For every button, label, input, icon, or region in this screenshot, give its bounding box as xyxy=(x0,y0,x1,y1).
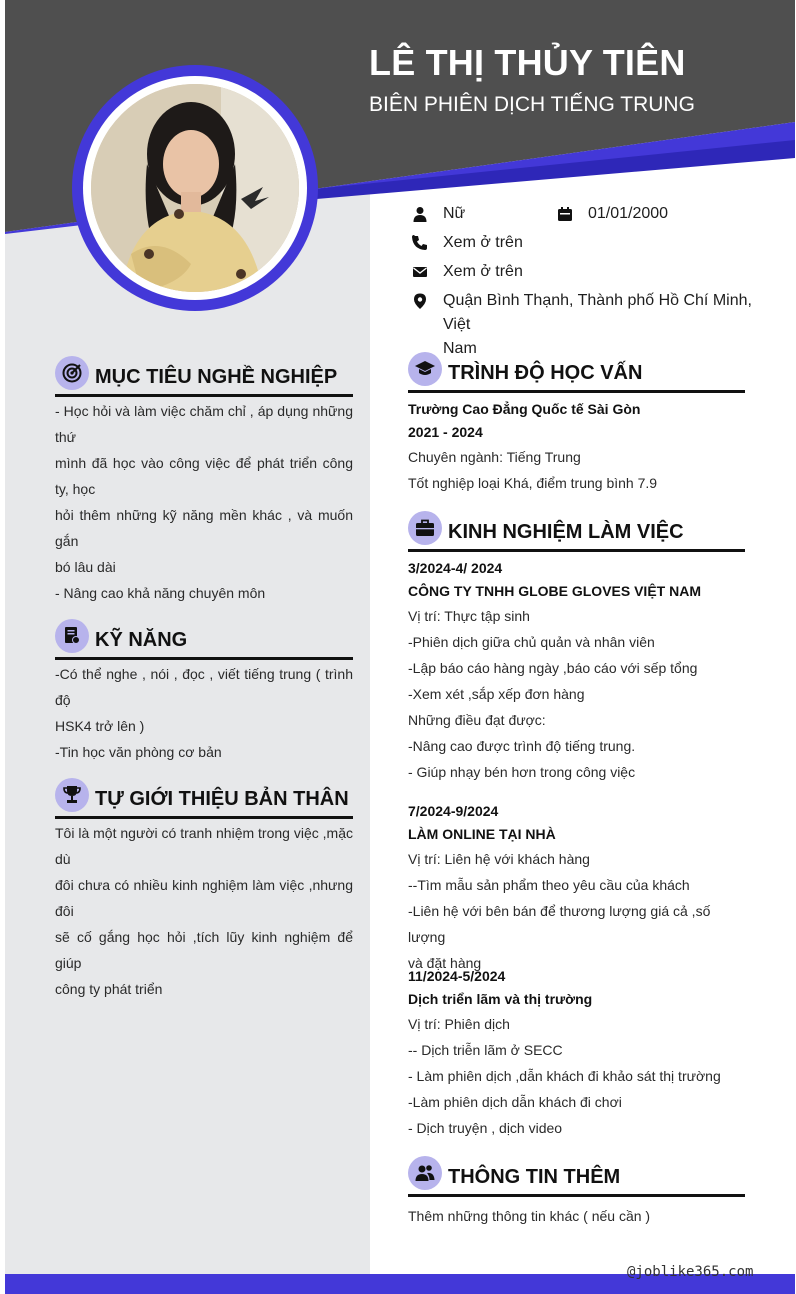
section-title: KỸ NĂNG xyxy=(95,629,188,651)
section-title: TRÌNH ĐỘ HỌC VẤN xyxy=(448,362,643,384)
education-grade: Tốt nghiệp loại Khá, điểm trung bình 7.9 xyxy=(408,475,658,491)
address-value: Quận Bình Thạnh, Thành phố Hồ Chí Minh, Việt Nam xyxy=(443,292,752,357)
job-item: 3/2024-4/ 2024 CÔNG TY TNHH GLOBE GLOVES VIỆT NAM Vị trí: Thực tập sinh -Phiên dịch giữa chủ quản và nhân viên -Lập báo cáo hàng ngày ,báo cáo với sếp tổng -Xem xét ,sắp xếp đơn hàng Những điều đạt được: -Nâng cao được trình độ tiếng trung. - Giúp nhạy bén hơn trong công việc xyxy=(408,557,748,785)
job-item: 11/2024-5/2024 Dịch triển lãm và thị trường Vị trí: Phiên dịch -- Dịch triễn lãm ở SECC - Làm phiên dịch ,dẫn khách đi khảo sát thị trường -Làm phiên dịch dẫn khách đi chơi - Dịch truyện , dịch video xyxy=(408,965,748,1141)
education-section-header xyxy=(408,352,745,388)
school-name: Trường Cao Đẳng Quốc tế Sài Gòn xyxy=(408,401,641,417)
certificate-icon xyxy=(62,626,82,646)
objective-text: - Học hỏi và làm việc chăm chỉ , áp dụng những thứ mình đã học vào công việc để phát triển công ty, học hỏi thêm những kỹ năng mền khác , và muốn gắn bó lâu dài - Nâng cao khả năng chuyên môn xyxy=(55,403,353,601)
objective-section-header xyxy=(55,356,353,392)
job-period: 3/2024-4/ 2024 xyxy=(408,560,503,576)
candidate-title: BIÊN PHIÊN DỊCH TIẾNG TRUNG xyxy=(369,93,695,116)
resume-page xyxy=(5,0,795,1294)
section-title: THÔNG TIN THÊM xyxy=(448,1166,621,1188)
section-title: KINH NGHIỆM LÀM VIỆC xyxy=(448,521,684,543)
phone-icon xyxy=(412,235,428,251)
target-icon xyxy=(62,363,82,383)
avatar-frame xyxy=(72,65,318,311)
gender-value: Nữ xyxy=(443,205,466,222)
email-icon xyxy=(412,264,428,280)
section-title: MỤC TIÊU NGHỀ NGHIỆP xyxy=(95,366,338,388)
job-company: Dịch triển lãm và thị trường xyxy=(408,991,593,1007)
job-company: CÔNG TY TNHH GLOBE GLOVES VIỆT NAM xyxy=(408,583,701,599)
education-content xyxy=(408,398,748,496)
watermark: @joblike365.com xyxy=(627,1264,754,1280)
section-title: TỰ GIỚI THIỆU BẢN THÂN xyxy=(95,788,349,810)
extra-info-section-header xyxy=(408,1156,745,1192)
phone-value: Xem ở trên xyxy=(443,234,523,251)
avatar xyxy=(91,84,299,292)
users-icon xyxy=(415,1163,435,1183)
location-icon xyxy=(412,293,428,309)
skills-text: -Có thể nghe , nói , đọc , viết tiếng trung ( trình độ HSK4 trở lên ) -Tin học văn phòng cơ bản xyxy=(55,666,353,760)
experience-section-header xyxy=(408,511,745,547)
dob-value: 01/01/2000 xyxy=(588,205,669,222)
email-value: Xem ở trên xyxy=(443,263,523,280)
trophy-icon xyxy=(62,785,82,805)
calendar-icon xyxy=(557,206,573,222)
job-period: 11/2024-5/2024 xyxy=(408,968,506,984)
extra-info-text: Thêm những thông tin khác ( nếu cần ) xyxy=(408,1208,651,1224)
briefcase-icon xyxy=(415,518,435,538)
education-major: Chuyên ngành: Tiếng Trung xyxy=(408,449,581,465)
graduation-cap-icon xyxy=(415,359,435,379)
candidate-name: LÊ THỊ THỦY TIÊN xyxy=(369,42,686,83)
job-company: LÀM ONLINE TẠI NHÀ xyxy=(408,826,556,842)
skills-section-header xyxy=(55,619,353,655)
education-years: 2021 - 2024 xyxy=(408,424,483,440)
about-text: Tôi là một người có tranh nhiệm trong việc ,mặc dù đôi chưa có nhiều kinh nghiệm làm việc ,nhưng đôi sẽ cố gắng học hỏi ,tích lũy kinh nghiệm để giúp công ty phát triển xyxy=(55,825,353,997)
person-icon xyxy=(412,206,428,222)
job-period: 7/2024-9/2024 xyxy=(408,803,499,819)
job-item: 7/2024-9/2024 LÀM ONLINE TẠI NHÀ Vị trí: Liên hệ với khách hàng --Tìm mẫu sản phẩm theo yêu cầu của khách -Liên hệ với bên bán để thương lượng giá cả ,số lượng và đặt hàng xyxy=(408,800,748,976)
about-section-header xyxy=(55,778,353,814)
